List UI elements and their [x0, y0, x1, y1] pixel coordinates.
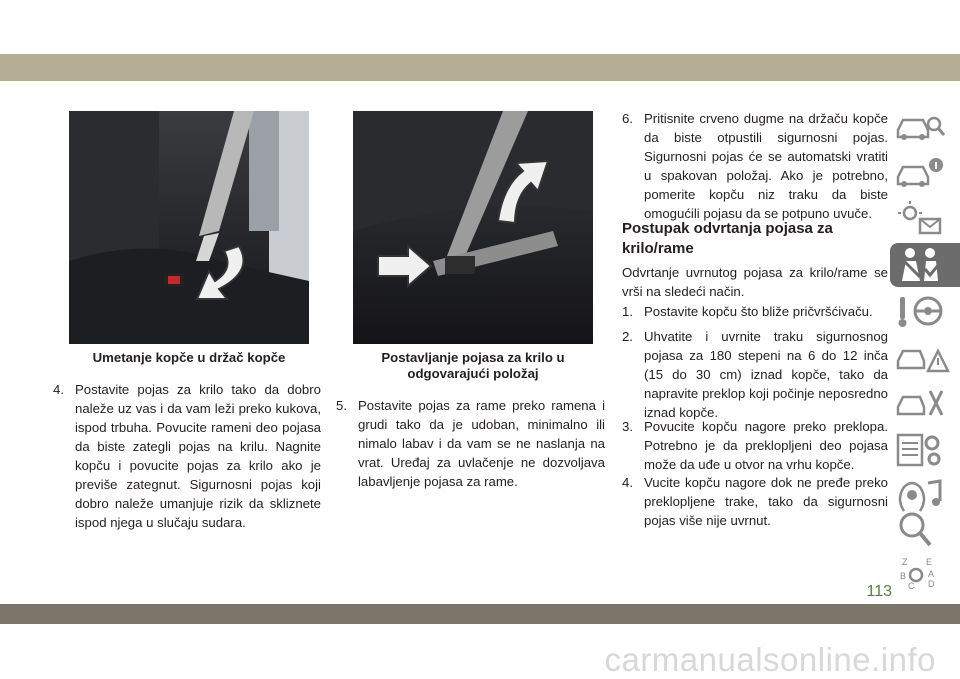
car-wrench-icon	[890, 381, 960, 425]
untwist-step-3	[622, 417, 888, 474]
section-intro: Odvrtanje uvrnutog pojasa za krilo/rame se vrši na sledeći način.	[622, 265, 888, 299]
sidebar-tab-warning-lights[interactable]	[890, 197, 960, 241]
sidebar-tab-hazard[interactable]	[890, 335, 960, 379]
steering-wheel-icon	[890, 289, 960, 333]
warning-lights-icon	[890, 197, 960, 241]
step-text: Uhvatite i uvrnite traku sigurnosnog pojasa za 180 stepeni na 6 do 12 inča (15 do 30 cm) iznad kopče, tako da napravite preklop koji počinje neposredno iznad kopče.	[644, 329, 888, 420]
caption-lap-belt	[353, 350, 593, 382]
step-number: 2.	[622, 329, 633, 344]
sidebar-tab-search[interactable]	[890, 507, 960, 551]
step-number: 1.	[622, 304, 633, 319]
caption-mid-line1: Postavljanje pojasa za krilo u	[381, 350, 565, 365]
top-header-band	[0, 54, 960, 81]
step-text: Postavite pojas za rame preko ramena i grudi tako da je udoban, minimalno ili nimalo labav i da vam se ne naslanja na vrat. Uređaj za uvlačenje ne dozvoljava labavljenje pojasa za rame.	[358, 398, 605, 489]
sidebar-tab-car-info[interactable]	[890, 151, 960, 195]
index-icon	[890, 553, 960, 597]
instruction-step-6	[622, 109, 888, 223]
caption-mid-line2: odgovarajući položaj	[407, 366, 539, 381]
svg-text:Z: Z	[902, 557, 908, 567]
sidebar-tab-index[interactable]	[890, 553, 960, 597]
section-heading: Postupak odvrtanja pojasa za krilo/rame	[622, 220, 833, 257]
photo-lap-belt-position	[353, 111, 593, 344]
caption-buckle-insertion	[69, 350, 309, 366]
sidebar-tab-steering[interactable]	[890, 289, 960, 333]
svg-text:C: C	[908, 581, 915, 591]
svg-text:B: B	[900, 571, 907, 581]
step-number: 4.	[53, 382, 64, 397]
bottom-footer-band	[0, 604, 960, 624]
step-number: 6.	[622, 111, 633, 126]
lap-belt-illustration	[353, 111, 593, 344]
car-info-icon	[890, 151, 960, 195]
search-icon	[890, 507, 960, 551]
sidebar-tab-car-search[interactable]	[890, 104, 960, 148]
specifications-icon	[890, 427, 960, 471]
sidebar-tab-safety[interactable]	[890, 243, 960, 287]
sidebar-tab-specifications[interactable]	[890, 427, 960, 471]
svg-text:A: A	[928, 569, 935, 579]
instruction-step-4	[53, 380, 321, 532]
untwist-step-2	[622, 327, 888, 422]
car-search-icon	[890, 104, 960, 148]
untwist-step-1	[622, 302, 888, 321]
sidebar-tab-service[interactable]	[890, 381, 960, 425]
seat-belt-buckle-illustration	[69, 111, 309, 344]
step-number: 5.	[336, 398, 347, 413]
svg-text:D: D	[928, 579, 935, 589]
untwist-step-4	[622, 473, 888, 530]
page-number: 113	[866, 583, 892, 600]
step-number: 4.	[622, 475, 633, 490]
step-number: 3.	[622, 419, 633, 434]
step-text: Pritisnite crveno dugme na držaču kopče da biste otpustili sigurnosni pojas. Sigurnosni pojas će se automatski vratiti u spakovan položaj. Ako je potrebno, pomerite kopču niz traku da biste omogućili pojasu da se potpuno uvuče.	[644, 111, 888, 221]
svg-text:E: E	[926, 557, 933, 567]
photo-buckle-insertion	[69, 111, 309, 344]
step-text: Vucite kopču nagore dok ne pređe preko preklopljene trake, tako da sigurnosni pojas više nije uvrnut.	[644, 475, 888, 528]
instruction-step-5	[336, 396, 605, 491]
caption-left-text: Umetanje kopče u držač kopče	[92, 350, 286, 365]
safety-person-icon	[890, 243, 960, 287]
footer-watermark: carmanualsonline.info	[604, 641, 936, 678]
step-text: Povucite kopču nagore preko preklopa. Potrebno je da preklopljeni deo pojasa može da uđe u otvor na vrhu kopče.	[644, 419, 888, 472]
step-text: Postavite kopču što bliže pričvršćivaču.	[644, 304, 873, 319]
hazard-triangle-icon	[890, 335, 960, 379]
step-text: Postavite pojas za krilo tako da dobro naleže uz vas i da vam leži preko kukova, ispod trbuha. Povucite rameni deo pojasa da biste zategli pojas na krilu. Nagnite kopču i povucite pojas za krilo ako je previše zategnut. Sigurnosni pojas koji dobro naleže umanjuje rizik da skliznete ispod njega u slučaju sudara.	[75, 382, 321, 530]
